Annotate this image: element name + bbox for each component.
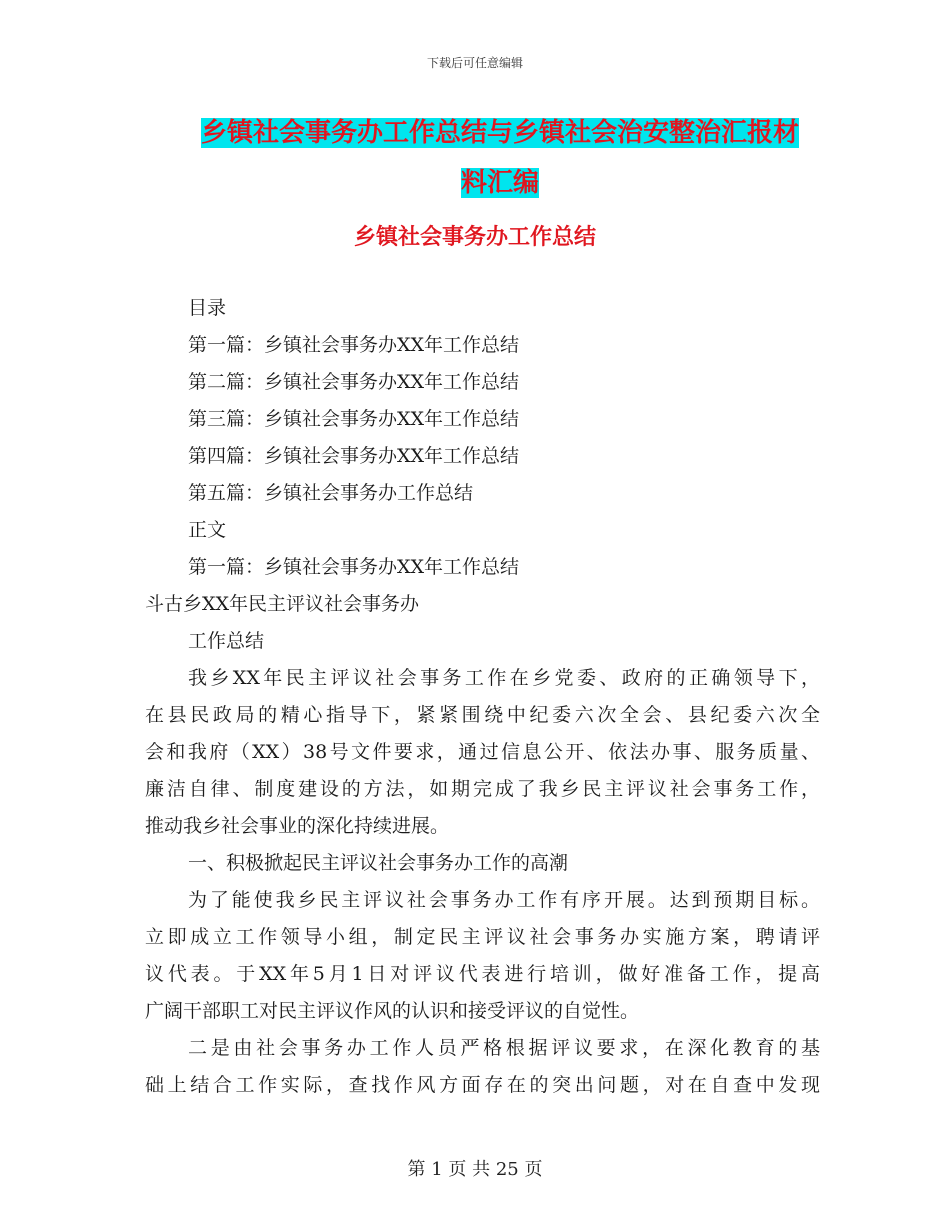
paragraph-line: 会和我府（XX）38号文件要求，通过信息公开、依法办事、服务质量、 bbox=[145, 741, 820, 763]
toc-item: 第二篇：乡镇社会事务办XX年工作总结 bbox=[188, 371, 520, 393]
section-title: 第一篇：乡镇社会事务办XX年工作总结 bbox=[188, 556, 520, 578]
main-title-line2: 料汇编 bbox=[460, 168, 539, 198]
document-body bbox=[145, 290, 820, 1104]
paragraph-line: 廉洁自律、制度建设的方法，如期完成了我乡民主评议社会事务工作， bbox=[145, 778, 820, 800]
paragraph-line: 议代表。于XX年5月1日对评议代表进行培训，做好准备工作，提高 bbox=[145, 963, 820, 985]
toc-item: 第四篇：乡镇社会事务办XX年工作总结 bbox=[188, 445, 520, 467]
paragraph-line: 广阔干部职工对民主评议作风的认识和接受评议的自觉性。 bbox=[145, 1000, 640, 1022]
paragraph-line: 立即成立工作领导小组，制定民主评议社会事务办实施方案，聘请评 bbox=[145, 926, 820, 948]
paragraph-line: 推动我乡社会事业的深化持续进展。 bbox=[145, 815, 450, 837]
paragraph-line: 二是由社会事务办工作人员严格根据评议要求，在深化教育的基 bbox=[188, 1037, 820, 1059]
toc-item: 第三篇：乡镇社会事务办XX年工作总结 bbox=[188, 408, 520, 430]
header-note: 下载后可任意编辑 bbox=[426, 56, 523, 70]
page-footer: 第 1 页 共 25 页 bbox=[407, 1159, 543, 1180]
toc-heading: 目录 bbox=[188, 297, 227, 319]
paragraph-line: 我乡XX年民主评议社会事务工作在乡党委、政府的正确领导下， bbox=[188, 667, 820, 689]
toc-item: 第五篇：乡镇社会事务办工作总结 bbox=[188, 482, 474, 504]
paragraph-line: 础上结合工作实际，查找作风方面存在的突出问题，对在自查中发现 bbox=[145, 1074, 820, 1096]
body-heading: 正文 bbox=[188, 519, 227, 541]
main-title bbox=[140, 108, 860, 208]
section-heading: 一、积极掀起民主评议社会事务办工作的高潮 bbox=[188, 852, 569, 874]
sub-title: 乡镇社会事务办工作总结 bbox=[353, 225, 596, 250]
paragraph-line: 在县民政局的精心指导下，紧紧围绕中纪委六次全会、县纪委六次全 bbox=[145, 704, 820, 726]
org-line: 斗古乡XX年民主评议社会事务办 bbox=[145, 593, 420, 615]
main-title-line1: 乡镇社会事务办工作总结与乡镇社会治安整治汇报材 bbox=[200, 118, 799, 148]
paragraph-line: 为了能使我乡民主评议社会事务办工作有序开展。达到预期目标。 bbox=[188, 889, 820, 911]
toc-item: 第一篇：乡镇社会事务办XX年工作总结 bbox=[188, 334, 520, 356]
work-title: 工作总结 bbox=[188, 630, 265, 652]
